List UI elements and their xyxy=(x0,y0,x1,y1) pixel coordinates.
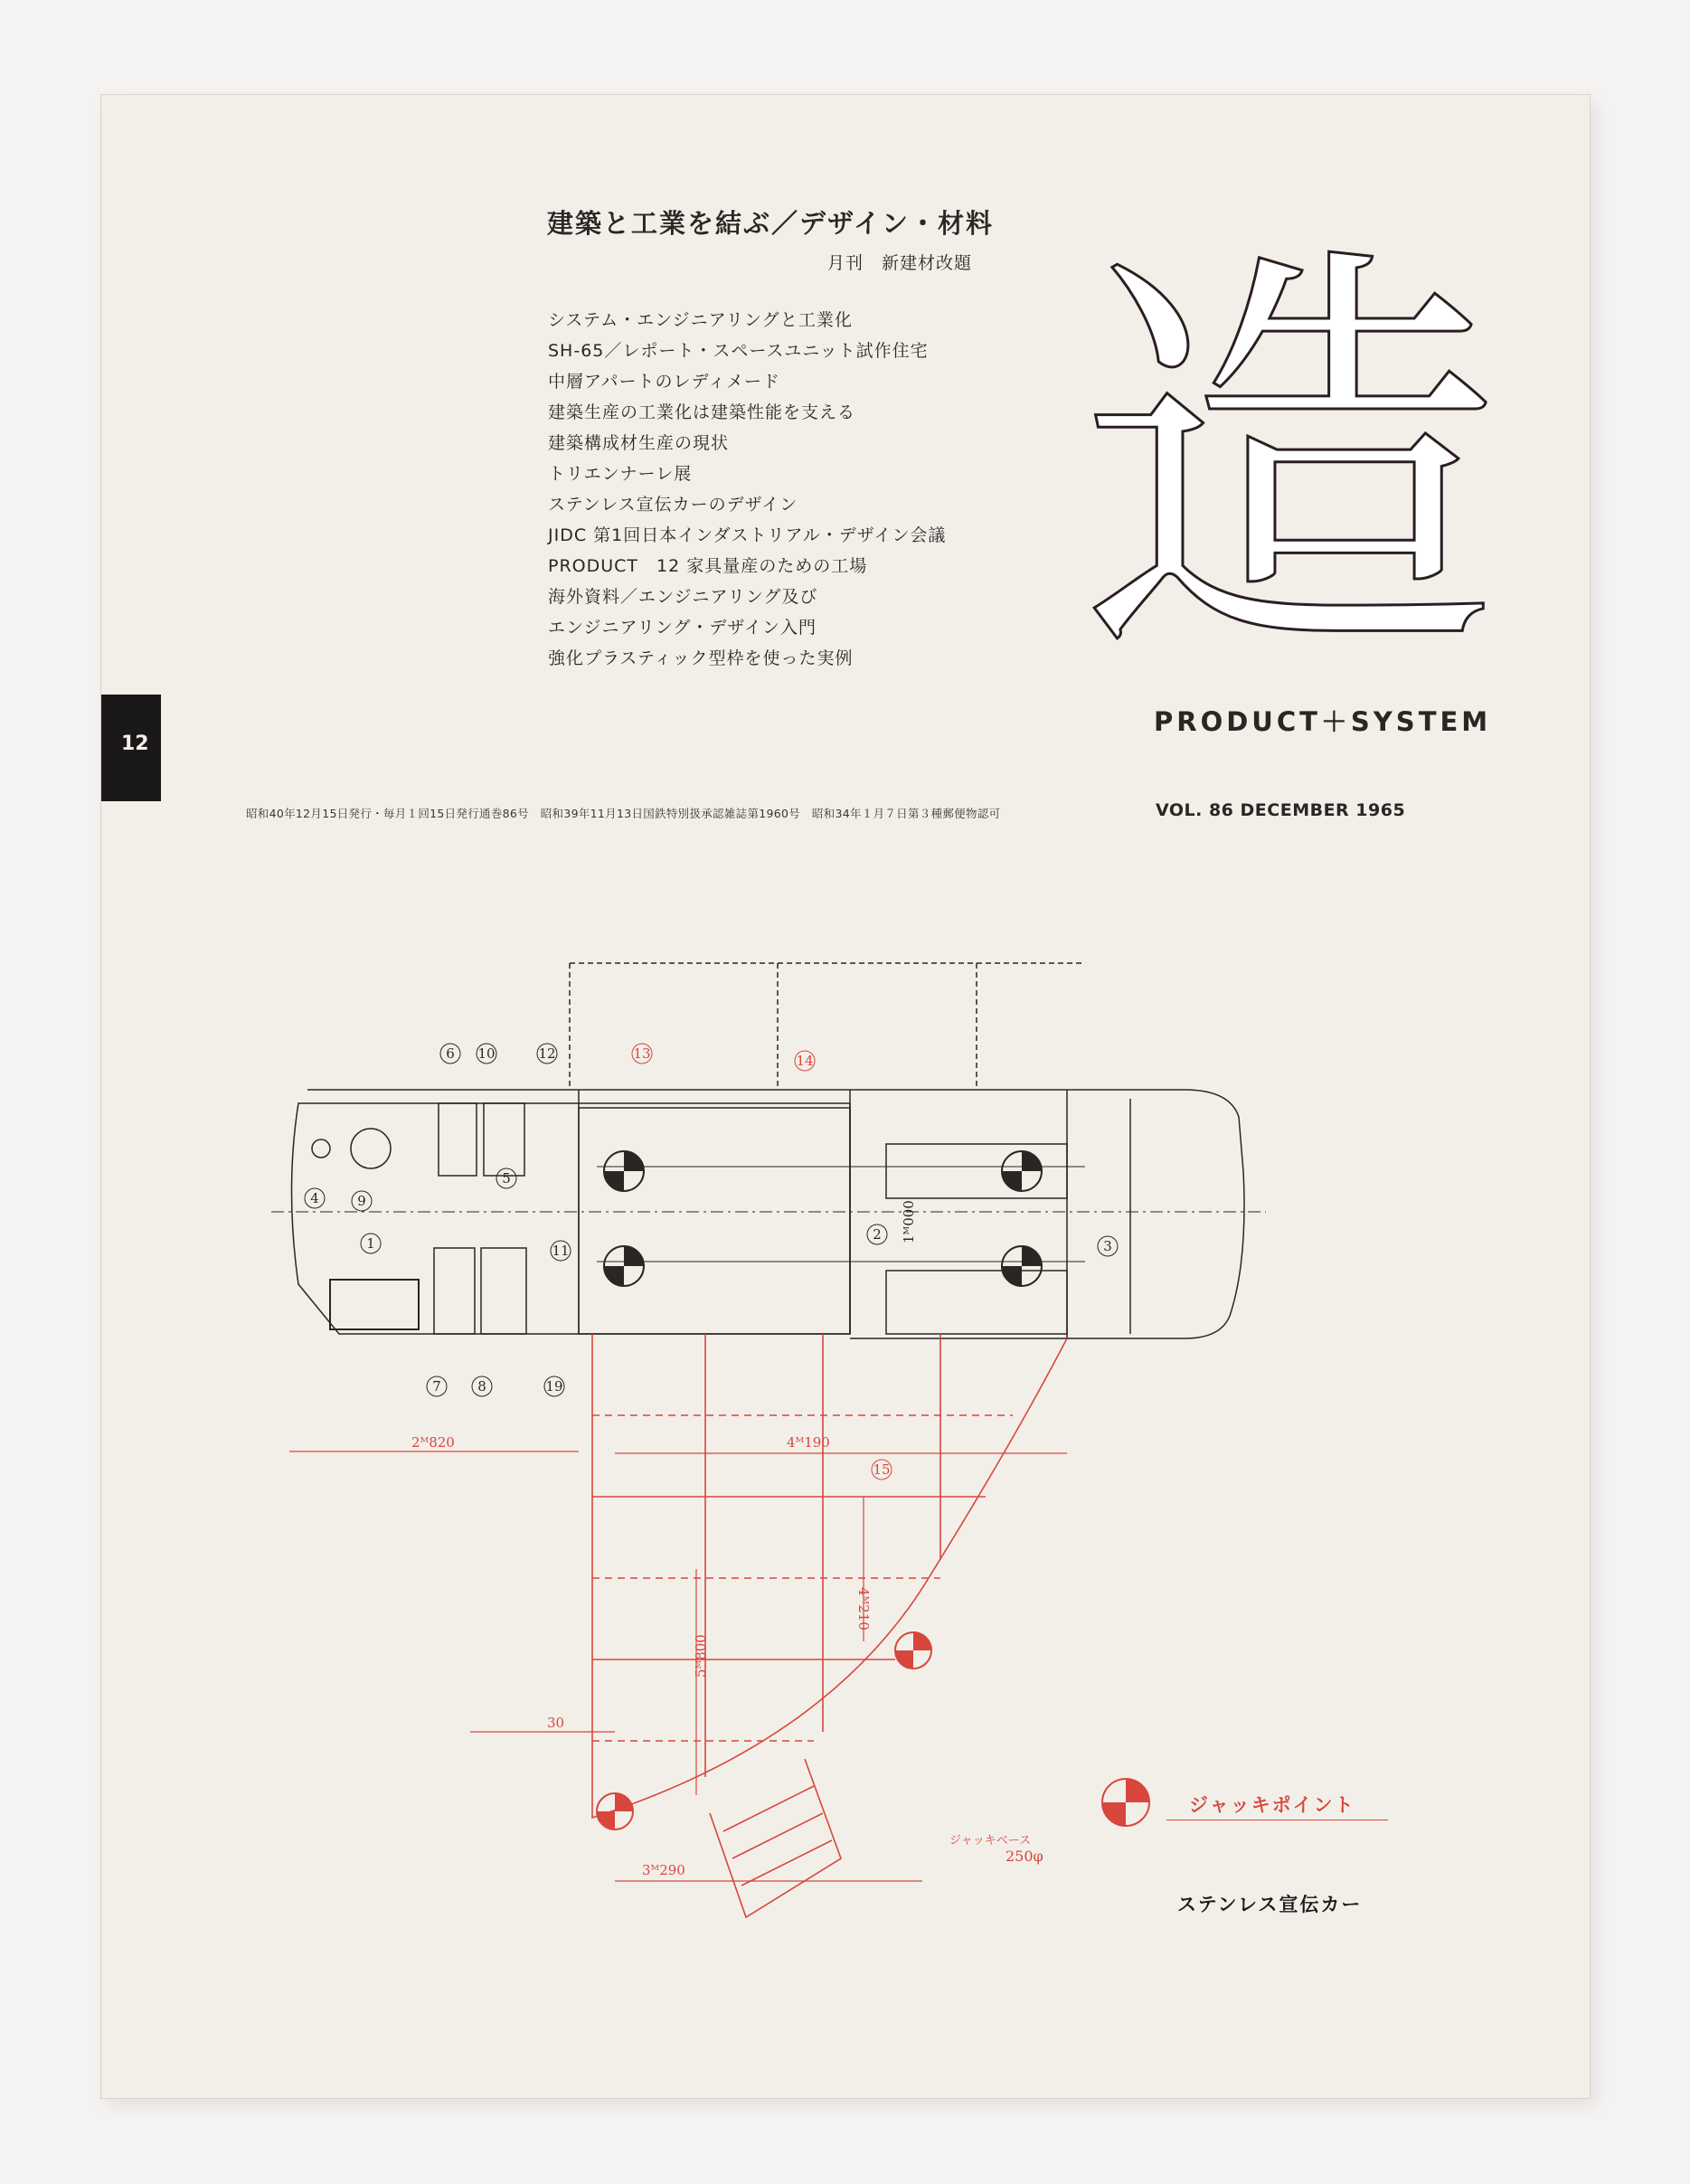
callout-number: 14 xyxy=(796,1053,814,1069)
callout-number: 12 xyxy=(538,1045,556,1062)
publication-notice: 昭和40年12月15日発行・毎月１回15日発行通巻86号 昭和39年11月13日国鉄特別扱承認雑誌第1960号 昭和34年１月７日第３種郵便物認可 xyxy=(246,807,1001,820)
callout-number: 7 xyxy=(432,1378,441,1395)
dimension-label: 2ᴹ820 xyxy=(411,1434,455,1451)
logo-kanji xyxy=(1076,201,1501,708)
callout-number: 13 xyxy=(633,1045,651,1062)
tagline: 建築と工業を結ぶ／デザイン・材料 xyxy=(547,208,994,239)
wheel-markers xyxy=(604,1151,1042,1286)
callout-number: 2 xyxy=(873,1226,882,1243)
contents-item: 建築構成材生産の現状 xyxy=(548,433,730,453)
issue-number: 12 xyxy=(121,733,149,755)
jack-base-size: 250φ xyxy=(1006,1848,1043,1865)
contents-item: JIDC 第1回日本インダストリアル・デザイン会議 xyxy=(548,525,947,545)
contents-item: 海外資料／エンジニアリング及び xyxy=(548,587,818,607)
dimension-label: 1ᴹ000 xyxy=(901,1200,917,1243)
contents-item: トリエンナーレ展 xyxy=(548,464,693,484)
callout-number: 5 xyxy=(502,1170,511,1187)
jack-base-label: ジャッキベース xyxy=(949,1834,1032,1848)
callout-number: 1 xyxy=(366,1235,375,1252)
logo-kanji-glyph: 造 xyxy=(1076,213,1501,708)
dimension-label: 4ᴹ210 xyxy=(855,1587,872,1631)
callout-number: 15 xyxy=(873,1461,891,1478)
callout-number: 11 xyxy=(552,1243,570,1259)
contents-item: エンジニアリング・デザイン入門 xyxy=(548,618,817,638)
magazine-subtitle: 月刊 新建材改題 xyxy=(827,253,973,273)
contents-item: 強化プラスティック型枠を使った実例 xyxy=(548,648,854,668)
dimension-label: 4ᴹ190 xyxy=(787,1434,830,1451)
callout-number: 4 xyxy=(310,1190,319,1206)
contents-item: 建築生産の工業化は建築性能を支える xyxy=(548,402,856,422)
dimension-label: 3ᴹ290 xyxy=(642,1862,685,1878)
contents-item: 中層アパートのレディメード xyxy=(548,372,780,392)
jack-point-label: ジャッキポイント xyxy=(1189,1794,1355,1816)
callout-number: 10 xyxy=(477,1045,496,1062)
contents-item: PRODUCT 12 家具量産のための工場 xyxy=(548,556,868,576)
dimension-label: 5ᴹ800 xyxy=(693,1634,709,1678)
dimension-label: 30 xyxy=(547,1715,565,1731)
dimension-lines xyxy=(289,1451,1067,1881)
callout-number: 6 xyxy=(446,1045,455,1062)
callout-number: 8 xyxy=(477,1378,486,1395)
contents-item: SH-65／レポート・スペースユニット試作住宅 xyxy=(548,341,929,361)
contents-list xyxy=(548,305,946,674)
callout-number: 9 xyxy=(357,1193,366,1209)
volume-info: VOL. 86 DECEMBER 1965 xyxy=(1156,800,1406,820)
callout-number: 3 xyxy=(1103,1238,1112,1254)
driver-cab xyxy=(312,1103,526,1334)
contents-item: ステンレス宣伝カーのデザイン xyxy=(548,495,798,515)
center-axis-lines xyxy=(271,1167,1266,1262)
figure-caption: ステンレス宣伝カー xyxy=(1177,1894,1363,1915)
issue-tab xyxy=(101,695,161,801)
jack-points xyxy=(597,1632,1149,1829)
contents-item: システム・エンジニアリングと工業化 xyxy=(548,310,853,330)
callout-number: 19 xyxy=(545,1378,563,1395)
logo-subtitle: PRODUCT＋SYSTEM xyxy=(1154,706,1492,737)
